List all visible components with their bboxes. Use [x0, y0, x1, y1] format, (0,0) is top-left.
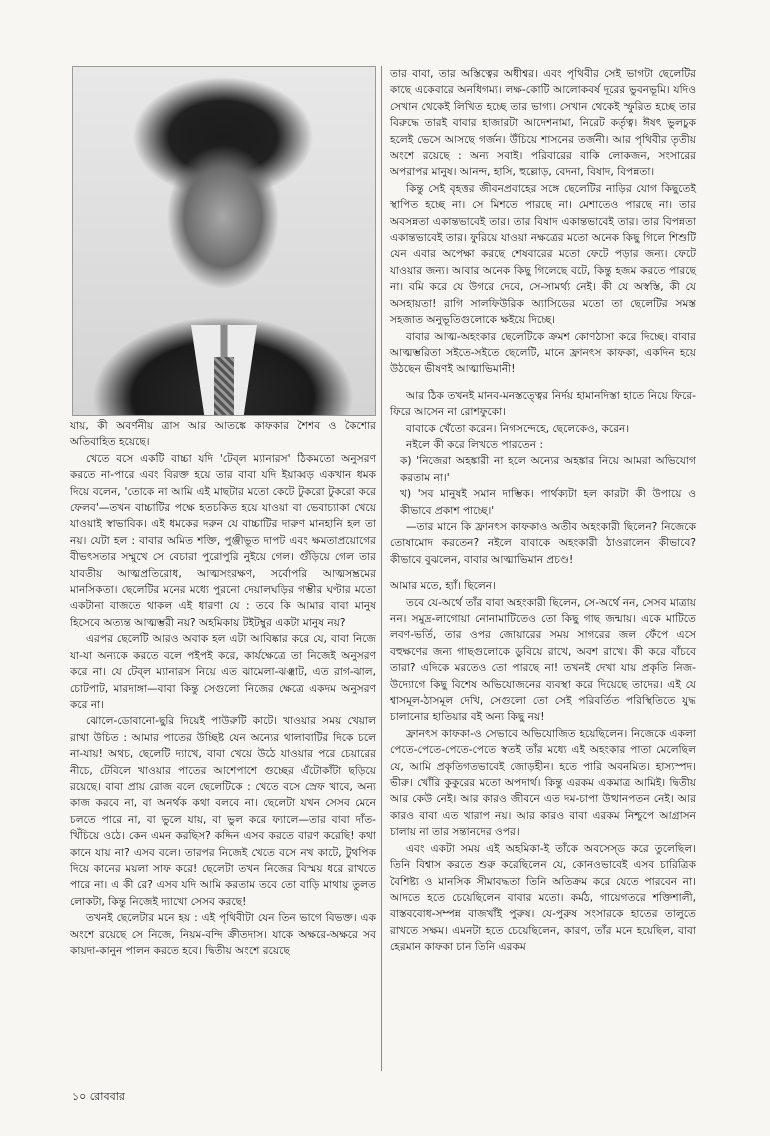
paragraph: আমার মতে, হ্যাঁ। ছিলেন। — [390, 580, 496, 593]
paragraph: নইলে কী করে লিখতে পারতেন : — [406, 438, 544, 451]
paragraph: —তার মানে কি ফ্রানৎস কাফকাও অতীব অহংকারী ছিলেন? নিজেকে তোষামোদ করতেন? নইলে বাবাকে অহংকারী ঠাওরালেন কীভাবে? কীভাবে বুঝলেন, বাবার আত্মাভিমান প্রচণ্ড! — [390, 520, 696, 566]
paragraph: ঝোলে-ডোবানো-ছুরি দিয়েই পাউরুটি কাটে। খাওয়ার সময় খেয়াল রাখা উচিত : আমার পাতের উচ্ছিষ্ট যেন অন্যের থালাবাটির দিকে চলে না-যায়! অথচ, ছেলেটি দ্যাখে, বাবা খেয়ে উঠে যাওয়ার পরে চেয়ারের নীচে, টেবিলে খাওয়ার পাতের আশেপাশে গুচ্ছের এঁটোকাঁটা ছড়িয়ে রয়েছে। বাবা প্রায় রোজ বলে ছেলেটিকে : খেতে বসে স্রেফ খাবে, অন্য কাজ করবে না, বা অনর্থক কথা বলবে না। ছেলেটা যখন সেসব মেনে চলতে পারে না, বা ভুলে যায়, বা ভুল করে ফ্যালে—তার বাবা দাঁত-খিঁচিয়ে ওঠে। কেন এমন করছিস? কদ্দিন এসব করতে বারণ করেছি! কথা কানে যায় না? এসব বলে। তারপর নিজেই খেতে বসে নখ কাটে, টুথপিক দিয়ে কানের ময়লা সাফ করে! ছেলেটা তখন নিজের বিস্ময় ধরে রাখতে পারে না। এ কী রে? এসব যদি আমি করতাম তবে তো বাড়ি মাথায় তুলত লোকটা, কিন্তু নিজেই দ্যাখো সেসব করছে! — [70, 715, 376, 908]
quote-a: ক) 'নিজেরা অহঙ্কারী না হলে অন্যের অহঙ্কার নিয়ে আমরা অভিযোগ করতাম না।' — [400, 455, 696, 484]
paragraph: যায়, কী অবর্ণনীয় ত্রাস আর আতঙ্কে কাফকার শৈশব ও কৈশোর অতিবাহিত হয়েছে। — [70, 420, 376, 449]
paragraph: কিন্তু সেই বৃহত্তর জীবনপ্রবাহের সঙ্গে ছেলেটির নাড়ির যোগ কিছুতেই স্থাপিত হচ্ছে না। সে মিশতে পারছে না। মেশাতেও পারছে না। তার অবসন্নতা একান্তভাবেই তার। তার বিষাদ একান্তভাবেই তার। তার বিপন্নতা একান্তভাবেই তার। ফুরিয়ে যাওয়া নক্ষত্রের মতো অনেক কিছু গিলে শিশুটি যেন এবার অপেক্ষা করছে শেষবারের মতো ফেটে পড়ার জন্য। ফেটে যাওয়ার জন্য। আবার অনেক কিছু গিলেছে বটে, কিন্তু হজম করতে পারছে না। বমি করে যে উগরে দেবে, সে-সামর্থ্য নেই। কী যে অস্বস্তি, কী যে অসহায়তা! রাগি সালফিউরিক অ্যাসিডের মতো তা ছেলেটির সমস্ত সহজাত অনুভূতিগুলোকে ক্ষইয়ে দিচ্ছে। — [390, 182, 696, 327]
paragraph: বাবার আত্ম-অহংকার ছেলেটিকে ক্রমশ কোণঠাসা করে দিচ্ছে। বাবার আত্মম্ভরিতা সইতে-সইতে ছেলেটি, মানে ফ্রানৎস কাফকা, একদিন হয়ে উঠছেন ভীষণই আত্মাভিমানী! — [390, 330, 696, 376]
paragraph: এবং একটা সময় এই অহমিকা-ই তাঁকে অবসেস্‌ড করে তুলেছিল। তিনি বিশ্বাস করতে শুরু করেছিলেন যে, কোনওভাবেই এসব চারিত্রিক বৈশিষ্ট্য ও মানসিক সীমাবদ্ধতা তিনি অতিক্রম করে যেতে পারবেন না। আদতে হতে চেয়েছিলেন বাবার মতো। কর্মঠ, গায়েগতরে শক্তিশালী, বাস্তববোধ-সম্পন্ন বাজখাঁই পুরুষ। যে-পুরুষ সংসারকে হাতের তালুতে রাখতে সক্ষম। এমনটা হতে চেয়েছিলেন, কারণ, তাঁর মনে হয়েছিল, বাবা হেরমান কাফকা চান তিনি এরকম — [390, 842, 696, 954]
quote-b: খ) 'সব মানুষই সমান দাম্ভিক। পার্থক্যটা হল কারটা কী উপায়ে ও কীভাবে প্রকাশ পাচ্ছে।' — [400, 488, 696, 517]
paragraph: তবে যে-অর্থে তাঁর বাবা অহংকারী ছিলেন, সে-অর্থে নন, সেসব মাত্রায় নন। সমুদ্র-লাগোয়া নোনামাটিতেও তো কিছু গাছ জন্মায়। একে মাটিতে লবণ-ভর্তি, তার ওপর জোয়ারের সময় সাগরের জল ফেঁপে এসে বহুক্ষণের জন্য গাছগুলোকে ডুবিয়ে রাখে, অবশ রাখে। কী করে বাঁচবে তারা? এদিকে মরতেও তো পারছে না! তখনই দেখা যায় প্রকৃতি নিজ-উদ্যোগে কিছু বিশেষ অভিযোজনের ব্যবস্থা করে দিয়েছে তাদের। এই যে শ্বাসমূল-ঠাসমূল দেখি, সেগুলো তো সেই পরিবর্তিত পরিস্থিতিতে যুদ্ধ চালানোর হাতিয়ার বই অন্য কিছু নয়! — [390, 596, 696, 724]
page-footer: ১০ রোববার — [72, 1090, 125, 1103]
paragraph: আর ঠিক তখনই মানব-মনস্তত্ত্বের নির্দয় হামানদিস্তা হাতে নিয়ে ফিরে-ফিরে আসেন না রোশফুকো। — [390, 389, 696, 419]
paragraph: তখনই ছেলেটার মনে হয় : এই পৃথিবীটা যেন তিন ভাগে বিভক্ত। এক অংশে রয়েছে সে নিজে, নিয়ম-বন্দি ক্রীতদাস। যাকে অক্ষরে-অক্ষরে সব কায়দা-কানুন পালন করতে হবে। দ্বিতীয় অংশে রয়েছে — [70, 912, 376, 957]
column-divider — [381, 66, 382, 1071]
portrait-photo — [72, 66, 376, 416]
paragraph: খেতে বসে একটি বাচ্চা যদি 'টেব্‌ল ম্যানারস' ঠিকমতো অনুসরণ করতে না-পারে এবং বিরক্ত হয়ে তার বাবা যদি ইয়াব্বড় একখান ধমক দিয়ে বলেন, 'তোকে না আমি এই মাছটার মতো কেটে টুকরো টুকরো করে ফেলব'—তখন বাচ্চাটির পক্ষে হতচকিত হয়ে যাওয়া বা ভেবাচ্যাকা খেয়ে যাওয়াই স্বাভাবিক। এই ধমকের দরুন যে বাচ্চাটির দারুণ মানহানি হল তা নয়। যেটা হল : বাবার অমিত শক্তি, পুঞ্জীভূত দাপট এবং ক্ষমতাপ্রয়োগের বীভৎসতার সম্মুখে সে বেচারা পুরোপুরি নুইয়ে গেল। গুঁড়িয়ে গেল তার যাবতীয় আত্মপ্রতিরোধ, আত্মসংরক্ষণ, সর্বোপরি আত্মসম্ভ্রমের মানসিকতা। ছেলেটির মনের মধ্যে পুরনো দেয়ালঘড়ির গম্ভীর ঘণ্টার মতো একটানা বাজতে থাকল এই ধারণা যে : তবে কি আমার বাবা মানুষ হিসেবে অত্যন্ত আত্মম্ভরী নয়? অহমিকায় টইটম্বুর একটা মানুষ নয়? — [70, 452, 376, 629]
paragraph: বাবাকে খেঁতো করেন। নিগসন্দেহে, ছেলেকেও, করেন। — [406, 422, 630, 435]
paragraph: এরপর ছেলেটি আরও অবাক হল এটা আবিষ্কার করে যে, বাবা নিজে যা-যা অন্যকে করতে বলে পইপই করে, কার্যক্ষেত্রে তা নিজেই অনুসরণ করে না। যে টেব্‌ল ম্যানারস নিয়ে এত ঝামেলা-ঝঞ্ঝাট, এত রাগ-ঝাল, চোটপাট, মারদাঙ্গা—বাবা কিন্তু সেগুলো নিজের ক্ষেত্রে একদম অনুসরণ করে না। — [70, 633, 376, 711]
necktie — [214, 357, 234, 415]
paragraph: তার বাবা, তার অস্তিত্বের অধীশ্বর। এবং পৃথিবীর সেই ভাগটা ছেলেটির কাছে একেবারে অনধিগম্য। লক্ষ-কোটি আলোকবর্ষ দূরের ভুবনভূমি। যদিও সেখান থেকেই লিখিত হচ্ছে তার ভাগ্য। সেখান থেকেই স্ফুরিত হচ্ছে তার বিরুদ্ধে তারই বাবার হাজারটা আদেশনামা, নিরেট কর্তৃত্ব। ঈষৎ ভুলচুক হলেই ভেসে আসছে গর্জন। উঁচিয়ে শাসনের তর্জনী। আর পৃথিবীর তৃতীয় অংশে রয়েছে : অন্য সবাই। পরিবারের বাকি লোকজন, সংসারের অপরাপর মানুষ। আনন্দ, হাসি, হুল্লোড়, বেদনা, বিষাদ, বিপন্নতা। — [390, 68, 696, 179]
left-column — [70, 418, 376, 959]
paragraph: ফ্রানৎস কাফকা-ও সেভাবে অভিযোজিত হয়েছিলেন। নিজেকে একলা পেতে-পেতে-পেতে-পেতে স্বতই তাঁর মধ্যে এই অহংকার পাতা মেলেছিল যে, আমি প্রকৃতিগতভাবেই জোড়হীন। হতে পারি অবনমিত। হাস্যস্পদ। ভীরু। খোঁরি কুকুরের মতো অপদার্থ। কিন্তু এরকম একমাত্র আমিই। দ্বিতীয় আর কেউ নেই। আর কারও জীবনে এত দম-চাপা উত্থানপতন নেই। আর কারও বাবা এত খারাপ নয়। আর কারও বাবা এরকম নিশ্চুপে আগ্রাসন চালায় না তার সন্তানদের ওপর। — [390, 727, 696, 839]
right-column — [390, 66, 696, 956]
